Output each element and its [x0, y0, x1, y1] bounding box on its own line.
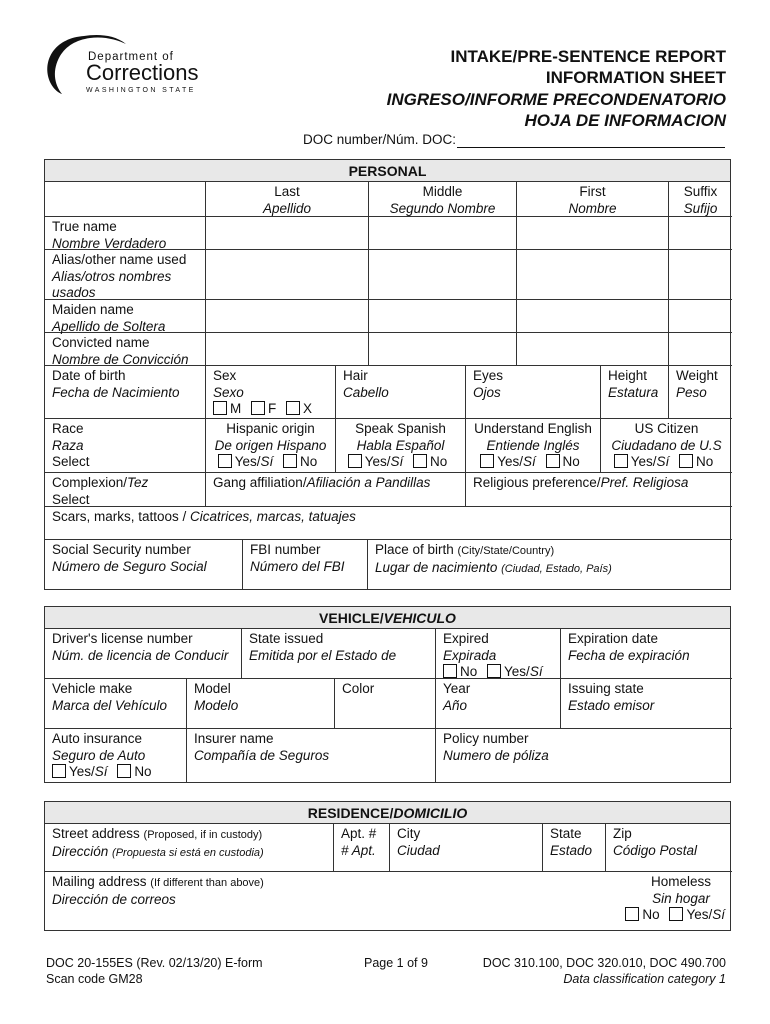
maiden-middle[interactable] [369, 300, 517, 333]
personal-section [44, 159, 731, 590]
maiden-last[interactable] [206, 300, 369, 333]
alias-label: Alias/other name used Alias/otros nombres usados [45, 250, 206, 300]
alias-first[interactable] [517, 250, 669, 300]
gang-field[interactable]: Gang affiliation/Afiliación a Pandillas [206, 473, 466, 507]
spanish-no-checkbox[interactable] [413, 454, 427, 468]
expired-yes-checkbox[interactable] [487, 664, 501, 678]
english-field: Understand English Entiende Inglés Yes/Sí No [466, 419, 601, 473]
religion-field[interactable]: Religious preference/Pref. Religiosa [466, 473, 732, 507]
form-id: DOC 20-155ES (Rev. 02/13/20) E-form [46, 956, 263, 970]
weight-field[interactable]: Weight Peso [669, 366, 732, 419]
hair-field[interactable]: Hair Cabello [336, 366, 466, 419]
alias-last[interactable] [206, 250, 369, 300]
fbi-field[interactable]: FBI number Número del FBI [243, 540, 368, 590]
insurance-no-checkbox[interactable] [117, 764, 131, 778]
vehicle-section [44, 606, 731, 783]
citizen-yes-checkbox[interactable] [614, 454, 628, 468]
race-select[interactable]: Select [52, 454, 90, 469]
title-es-2: HOJA DE INFORMACION [524, 111, 726, 130]
hispanic-field: Hispanic origin De origen Hispano Yes/Sí No [206, 419, 336, 473]
license-field[interactable]: Driver's license number Núm. de licencia de Conducir [45, 629, 242, 679]
insurance-field: Auto insurance Seguro de Auto Yes/Sí No [45, 729, 187, 783]
true-name-middle[interactable] [369, 217, 517, 250]
citizen-no-checkbox[interactable] [679, 454, 693, 468]
sex-f-checkbox[interactable] [251, 401, 265, 415]
eyes-field[interactable]: Eyes Ojos [466, 366, 601, 419]
homeless-no-checkbox[interactable] [625, 907, 639, 921]
apt-field[interactable]: Apt. # # Apt. [334, 824, 390, 872]
convicted-suffix[interactable] [669, 333, 732, 366]
issuing-state-field[interactable]: Issuing state Estado emisor [561, 679, 732, 729]
residence-section [44, 801, 731, 931]
alias-middle[interactable] [369, 250, 517, 300]
col-last: Last Apellido [206, 182, 369, 217]
convicted-first[interactable] [517, 333, 669, 366]
height-field[interactable]: Height Estatura [601, 366, 669, 419]
policy-field[interactable]: Policy number Numero de póliza [443, 731, 549, 763]
expired-no-checkbox[interactable] [443, 664, 457, 678]
city-field[interactable]: City Ciudad [390, 824, 543, 872]
name-header-blank [45, 182, 206, 217]
true-name-label: True name Nombre Verdadero [45, 217, 206, 250]
logo-line1: Department of [88, 51, 174, 63]
english-yes-checkbox[interactable] [480, 454, 494, 468]
maiden-first[interactable] [517, 300, 669, 333]
personal-heading: PERSONAL [45, 160, 730, 182]
title-es-1: INGRESO/INFORME PRECONDENATORIO [386, 90, 726, 109]
true-name-first[interactable] [517, 217, 669, 250]
year-field[interactable]: Year Año [436, 679, 561, 729]
data-classification: Data classification category 1 [563, 972, 726, 986]
hispanic-no-checkbox[interactable] [283, 454, 297, 468]
convicted-label: Convicted name Nombre de Convicción [45, 333, 206, 366]
spanish-yes-checkbox[interactable] [348, 454, 362, 468]
doc-references: DOC 310.100, DOC 320.010, DOC 490.700 [482, 956, 726, 970]
expired-field: Expired Expirada No Yes/Sí [436, 629, 561, 679]
english-no-checkbox[interactable] [546, 454, 560, 468]
exp-date-field[interactable]: Expiration date Fecha de expiración [561, 629, 732, 679]
pob-field[interactable]: Place of birth (City/State/Country) Lugar de nacimiento (Ciudad, Estado, País) [375, 542, 612, 575]
sex-field: Sex Sexo M F X [206, 366, 336, 419]
doc-logo [44, 30, 219, 96]
true-name-last[interactable] [206, 217, 369, 250]
true-name-suffix[interactable] [669, 217, 732, 250]
insurance-yes-checkbox[interactable] [52, 764, 66, 778]
col-middle: Middle Segundo Nombre [369, 182, 517, 217]
street-field[interactable]: Street address (Proposed, if in custody) Dirección (Propuesta si está en custodia) [45, 824, 334, 872]
alias-suffix[interactable] [669, 250, 732, 300]
ssn-field[interactable]: Social Security number Número de Seguro Social [45, 540, 243, 590]
convicted-last[interactable] [206, 333, 369, 366]
hispanic-yes-checkbox[interactable] [218, 454, 232, 468]
complexion-select[interactable]: Select [52, 491, 90, 507]
vehicle-heading: VEHICLE/VEHICULO [45, 607, 730, 629]
logo-line3: WASHINGTON STATE [86, 87, 196, 94]
page-number: Page 1 of 9 [364, 956, 428, 970]
scars-field[interactable]: Scars, marks, tattoos / Cicatrices, marcas, tatuajes [45, 507, 732, 540]
state-field[interactable]: State Estado [543, 824, 606, 872]
state-issued-field[interactable]: State issued Emitida por el Estado de [242, 629, 436, 679]
make-field[interactable]: Vehicle make Marca del Vehículo [45, 679, 187, 729]
complexion-field: Complexion/Tez Select [45, 473, 206, 507]
homeless-field: Homeless Sin hogar No Yes/Sí [590, 872, 732, 931]
mailing-field[interactable]: Mailing address (If different than above) Dirección de correos [52, 874, 264, 907]
maiden-suffix[interactable] [669, 300, 732, 333]
dob-field[interactable]: Date of birth Fecha de Nacimiento [45, 366, 206, 419]
title-en-1: INTAKE/PRE-SENTENCE REPORT [450, 47, 726, 66]
citizen-field: US Citizen Ciudadano de U.S Yes/Sí No [601, 419, 732, 473]
homeless-yes-checkbox[interactable] [669, 907, 683, 921]
residence-heading: RESIDENCE/DOMICILIO [45, 802, 730, 824]
insurer-field[interactable]: Insurer name Compañía de Seguros [187, 729, 436, 783]
zip-field[interactable]: Zip Código Postal [606, 824, 732, 872]
race-field: Race Raza Select [45, 419, 206, 473]
spanish-field: Speak Spanish Habla Español Yes/Sí No [336, 419, 466, 473]
doc-number-field[interactable] [457, 147, 725, 148]
convicted-middle[interactable] [369, 333, 517, 366]
sex-m-checkbox[interactable] [213, 401, 227, 415]
sex-x-checkbox[interactable] [286, 401, 300, 415]
logo-line2: Corrections [86, 60, 199, 85]
col-suffix: Suffix Sufijo [669, 182, 732, 217]
maiden-label: Maiden name Apellido de Soltera [45, 300, 206, 333]
scan-code: Scan code GM28 [46, 972, 143, 986]
title-en-2: INFORMATION SHEET [545, 68, 726, 87]
model-field[interactable]: Model Modelo [187, 679, 335, 729]
col-first: First Nombre [517, 182, 669, 217]
color-field[interactable]: Color [335, 679, 436, 729]
doc-number-label: DOC number/Núm. DOC: [303, 132, 457, 147]
